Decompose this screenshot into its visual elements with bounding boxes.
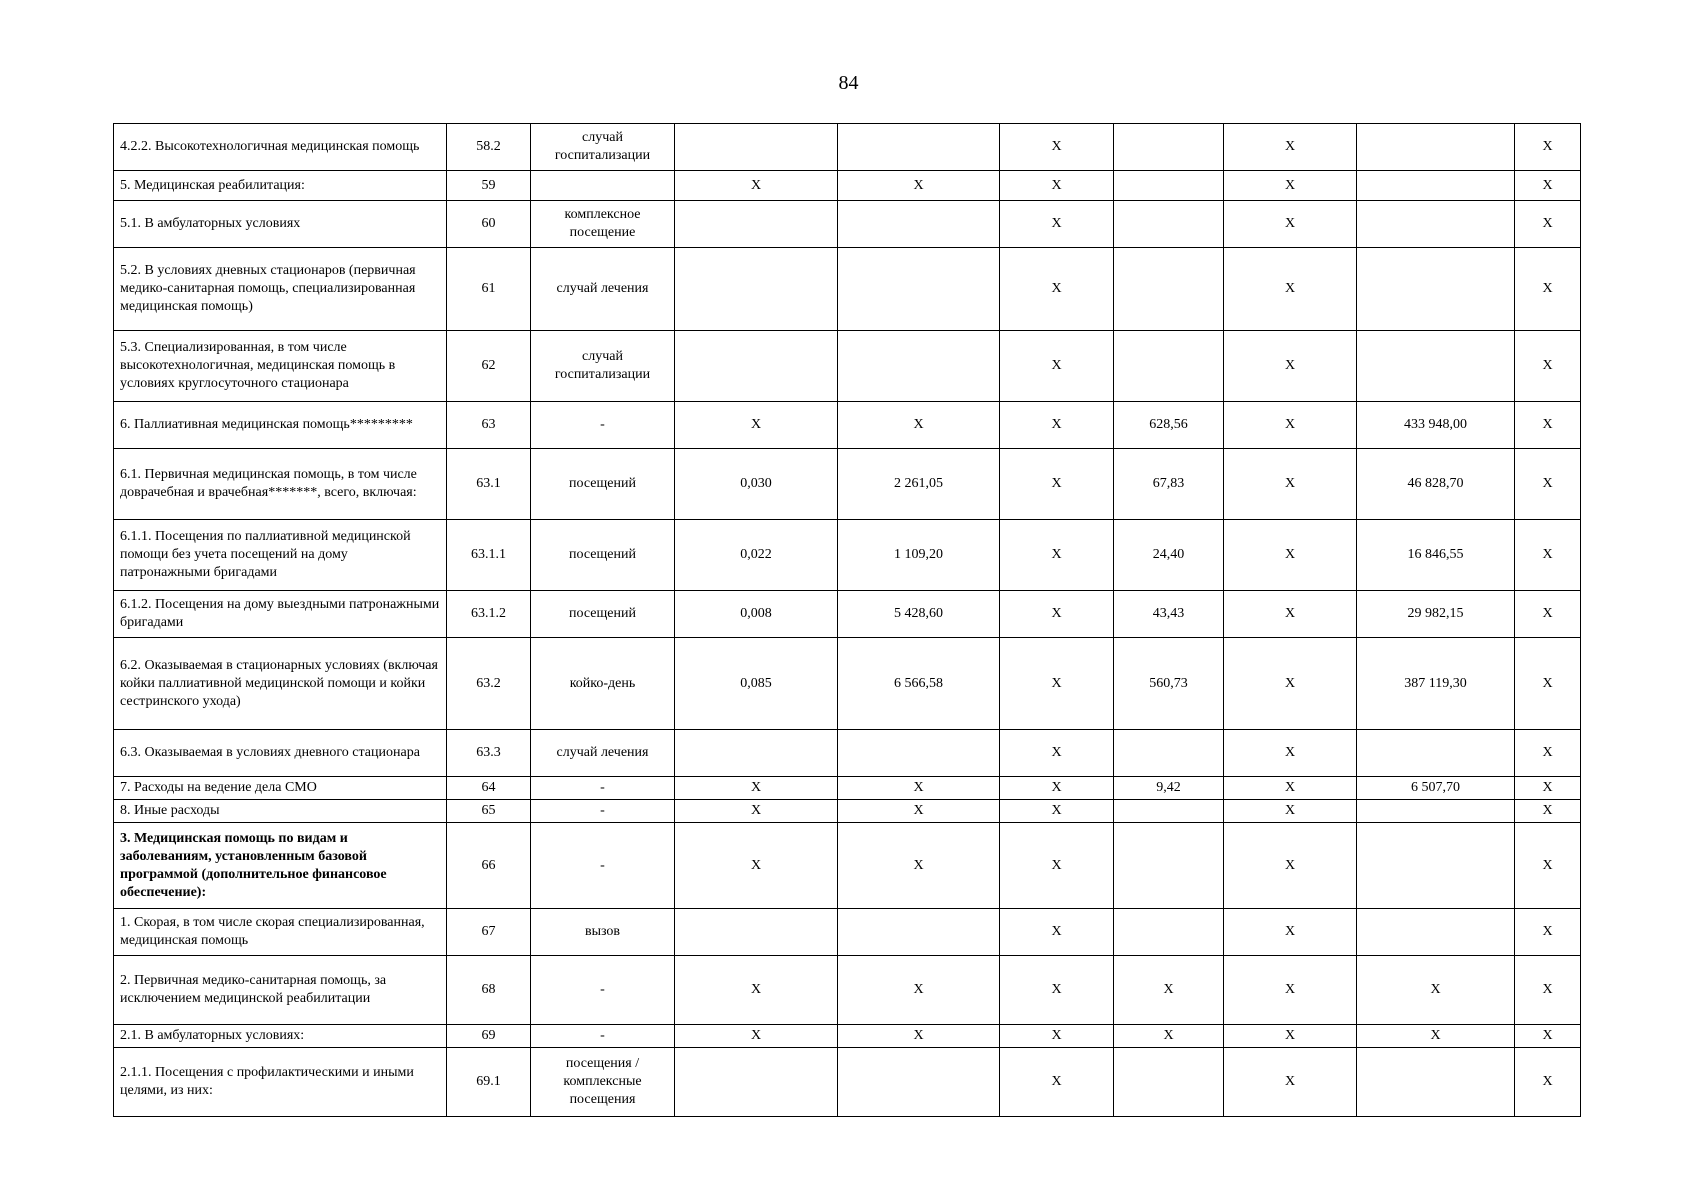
value-cell-3: X: [1000, 248, 1114, 331]
value-cell-5: X: [1224, 520, 1357, 591]
value-cell-3: X: [1000, 823, 1114, 909]
value-cell-2: [838, 1048, 1000, 1117]
row-name-cell: 3. Медицинская помощь по видам и заболеваниям, установленным базовой программой (дополнительное финансовое обеспечение):: [114, 823, 447, 909]
table-row: [114, 638, 1581, 730]
row-number-cell: 61: [447, 248, 531, 331]
value-cell-1: X: [675, 171, 838, 201]
value-cell-6: [1357, 909, 1515, 956]
value-cell-2: [838, 909, 1000, 956]
value-cell-1: [675, 201, 838, 248]
row-name-cell: 6.2. Оказываемая в стационарных условиях (включая койки паллиативной медицинской помощи и койки сестринского ухода): [114, 638, 447, 730]
value-cell-6: [1357, 800, 1515, 823]
value-cell-4: [1114, 909, 1224, 956]
unit-cell: случай лечения: [531, 730, 675, 777]
value-cell-5: X: [1224, 1048, 1357, 1117]
row-number-cell: 63.1.1: [447, 520, 531, 591]
value-cell-6: [1357, 823, 1515, 909]
table-row: [114, 1048, 1581, 1117]
value-cell-2: X: [838, 800, 1000, 823]
value-cell-3: X: [1000, 449, 1114, 520]
table-row: [114, 1025, 1581, 1048]
value-cell-4: [1114, 248, 1224, 331]
value-cell-1: 0,022: [675, 520, 838, 591]
value-cell-3: X: [1000, 800, 1114, 823]
table-row: [114, 956, 1581, 1025]
row-number-cell: 62: [447, 331, 531, 402]
unit-cell: случай госпитализации: [531, 331, 675, 402]
value-cell-3: X: [1000, 956, 1114, 1025]
value-cell-5: X: [1224, 638, 1357, 730]
value-cell-4: [1114, 171, 1224, 201]
value-cell-2: [838, 201, 1000, 248]
value-cell-6: [1357, 1048, 1515, 1117]
value-cell-5: X: [1224, 331, 1357, 402]
unit-cell: -: [531, 956, 675, 1025]
value-cell-7: X: [1515, 449, 1581, 520]
row-name-cell: 5.1. В амбулаторных условиях: [114, 201, 447, 248]
value-cell-4: [1114, 201, 1224, 248]
value-cell-4: X: [1114, 1025, 1224, 1048]
financing-table: [113, 123, 1581, 1117]
value-cell-3: X: [1000, 402, 1114, 449]
value-cell-6: 387 119,30: [1357, 638, 1515, 730]
value-cell-1: X: [675, 823, 838, 909]
value-cell-1: X: [675, 956, 838, 1025]
unit-cell: -: [531, 823, 675, 909]
unit-cell: вызов: [531, 909, 675, 956]
value-cell-4: X: [1114, 956, 1224, 1025]
value-cell-1: [675, 124, 838, 171]
value-cell-7: X: [1515, 1025, 1581, 1048]
table-row: [114, 520, 1581, 591]
row-number-cell: 63.1: [447, 449, 531, 520]
value-cell-5: X: [1224, 800, 1357, 823]
value-cell-6: X: [1357, 956, 1515, 1025]
row-number-cell: 63.2: [447, 638, 531, 730]
table-body: [114, 124, 1581, 1117]
row-name-cell: 8. Иные расходы: [114, 800, 447, 823]
value-cell-1: [675, 1048, 838, 1117]
row-number-cell: 66: [447, 823, 531, 909]
value-cell-6: [1357, 331, 1515, 402]
value-cell-2: 2 261,05: [838, 449, 1000, 520]
value-cell-4: 628,56: [1114, 402, 1224, 449]
value-cell-5: X: [1224, 248, 1357, 331]
value-cell-4: [1114, 800, 1224, 823]
row-number-cell: 59: [447, 171, 531, 201]
value-cell-4: [1114, 124, 1224, 171]
value-cell-4: 43,43: [1114, 591, 1224, 638]
value-cell-1: X: [675, 402, 838, 449]
unit-cell: -: [531, 800, 675, 823]
value-cell-7: X: [1515, 331, 1581, 402]
value-cell-4: 67,83: [1114, 449, 1224, 520]
row-name-cell: 5.3. Специализированная, в том числе высокотехнологичная, медицинская помощь в условиях круглосуточного стационара: [114, 331, 447, 402]
value-cell-7: X: [1515, 777, 1581, 800]
value-cell-6: 6 507,70: [1357, 777, 1515, 800]
value-cell-3: X: [1000, 1048, 1114, 1117]
value-cell-5: X: [1224, 124, 1357, 171]
value-cell-2: X: [838, 1025, 1000, 1048]
row-name-cell: 6.1.1. Посещения по паллиативной медицинской помощи без учета посещений на дому патронажными бригадами: [114, 520, 447, 591]
value-cell-7: X: [1515, 520, 1581, 591]
row-name-cell: 6.1. Первичная медицинская помощь, в том числе доврачебная и врачебная*******, всего, включая:: [114, 449, 447, 520]
value-cell-1: X: [675, 800, 838, 823]
row-name-cell: 5.2. В условиях дневных стационаров (первичная медико-санитарная помощь, специализированная медицинская помощь): [114, 248, 447, 331]
unit-cell: койко-день: [531, 638, 675, 730]
unit-cell: случай госпитализации: [531, 124, 675, 171]
value-cell-6: 29 982,15: [1357, 591, 1515, 638]
value-cell-7: X: [1515, 124, 1581, 171]
row-number-cell: 63.1.2: [447, 591, 531, 638]
value-cell-7: X: [1515, 730, 1581, 777]
value-cell-1: [675, 909, 838, 956]
value-cell-2: [838, 124, 1000, 171]
value-cell-5: X: [1224, 591, 1357, 638]
row-number-cell: 64: [447, 777, 531, 800]
value-cell-3: X: [1000, 909, 1114, 956]
row-number-cell: 60: [447, 201, 531, 248]
value-cell-5: X: [1224, 201, 1357, 248]
table-row: [114, 124, 1581, 171]
value-cell-5: X: [1224, 402, 1357, 449]
row-name-cell: 1. Скорая, в том числе скорая специализированная, медицинская помощь: [114, 909, 447, 956]
value-cell-3: X: [1000, 591, 1114, 638]
row-number-cell: 68: [447, 956, 531, 1025]
value-cell-2: X: [838, 402, 1000, 449]
unit-cell: посещения / комплексные посещения: [531, 1048, 675, 1117]
value-cell-2: X: [838, 956, 1000, 1025]
value-cell-7: X: [1515, 201, 1581, 248]
value-cell-3: X: [1000, 124, 1114, 171]
unit-cell: посещений: [531, 591, 675, 638]
row-number-cell: 67: [447, 909, 531, 956]
row-name-cell: 6. Паллиативная медицинская помощь*********: [114, 402, 447, 449]
value-cell-6: 16 846,55: [1357, 520, 1515, 591]
row-number-cell: 58.2: [447, 124, 531, 171]
value-cell-5: X: [1224, 1025, 1357, 1048]
value-cell-2: [838, 730, 1000, 777]
value-cell-6: [1357, 248, 1515, 331]
value-cell-1: [675, 730, 838, 777]
table-row: [114, 248, 1581, 331]
value-cell-3: X: [1000, 1025, 1114, 1048]
row-name-cell: 6.1.2. Посещения на дому выездными патронажными бригадами: [114, 591, 447, 638]
value-cell-1: [675, 248, 838, 331]
table-row: [114, 823, 1581, 909]
value-cell-1: 0,008: [675, 591, 838, 638]
table-row: [114, 730, 1581, 777]
table-row: [114, 171, 1581, 201]
row-number-cell: 65: [447, 800, 531, 823]
value-cell-7: X: [1515, 402, 1581, 449]
table-row: [114, 777, 1581, 800]
value-cell-3: X: [1000, 638, 1114, 730]
value-cell-6: 46 828,70: [1357, 449, 1515, 520]
row-number-cell: 63: [447, 402, 531, 449]
row-number-cell: 69.1: [447, 1048, 531, 1117]
value-cell-1: 0,085: [675, 638, 838, 730]
value-cell-6: X: [1357, 1025, 1515, 1048]
value-cell-2: X: [838, 171, 1000, 201]
value-cell-3: X: [1000, 520, 1114, 591]
value-cell-7: X: [1515, 171, 1581, 201]
value-cell-2: 6 566,58: [838, 638, 1000, 730]
value-cell-6: [1357, 730, 1515, 777]
unit-cell: -: [531, 1025, 675, 1048]
value-cell-6: [1357, 171, 1515, 201]
value-cell-6: [1357, 124, 1515, 171]
value-cell-4: 9,42: [1114, 777, 1224, 800]
value-cell-2: [838, 331, 1000, 402]
unit-cell: комплексное посещение: [531, 201, 675, 248]
unit-cell: [531, 171, 675, 201]
row-name-cell: 7. Расходы на ведение дела СМО: [114, 777, 447, 800]
row-name-cell: 6.3. Оказываемая в условиях дневного стационара: [114, 730, 447, 777]
table-row: [114, 909, 1581, 956]
value-cell-5: X: [1224, 909, 1357, 956]
value-cell-1: X: [675, 777, 838, 800]
row-name-cell: 5. Медицинская реабилитация:: [114, 171, 447, 201]
value-cell-7: X: [1515, 909, 1581, 956]
value-cell-2: X: [838, 823, 1000, 909]
value-cell-1: [675, 331, 838, 402]
value-cell-5: X: [1224, 171, 1357, 201]
row-number-cell: 63.3: [447, 730, 531, 777]
value-cell-5: X: [1224, 956, 1357, 1025]
unit-cell: случай лечения: [531, 248, 675, 331]
value-cell-4: [1114, 823, 1224, 909]
value-cell-3: X: [1000, 777, 1114, 800]
value-cell-4: [1114, 331, 1224, 402]
row-name-cell: 2.1. В амбулаторных условиях:: [114, 1025, 447, 1048]
value-cell-7: X: [1515, 591, 1581, 638]
table-row: [114, 800, 1581, 823]
value-cell-5: X: [1224, 730, 1357, 777]
table-row: [114, 591, 1581, 638]
value-cell-3: X: [1000, 171, 1114, 201]
value-cell-7: X: [1515, 800, 1581, 823]
page-number: 84: [838, 72, 859, 94]
table-row: [114, 402, 1581, 449]
value-cell-5: X: [1224, 777, 1357, 800]
unit-cell: посещений: [531, 449, 675, 520]
value-cell-5: X: [1224, 823, 1357, 909]
value-cell-3: X: [1000, 730, 1114, 777]
table-row: [114, 449, 1581, 520]
value-cell-6: 433 948,00: [1357, 402, 1515, 449]
value-cell-3: X: [1000, 201, 1114, 248]
table-row: [114, 331, 1581, 402]
value-cell-7: X: [1515, 638, 1581, 730]
row-name-cell: 2. Первичная медико-санитарная помощь, за исключением медицинской реабилитации: [114, 956, 447, 1025]
unit-cell: посещений: [531, 520, 675, 591]
value-cell-2: [838, 248, 1000, 331]
value-cell-7: X: [1515, 248, 1581, 331]
value-cell-3: X: [1000, 331, 1114, 402]
value-cell-7: X: [1515, 823, 1581, 909]
value-cell-2: 1 109,20: [838, 520, 1000, 591]
value-cell-1: X: [675, 1025, 838, 1048]
value-cell-2: 5 428,60: [838, 591, 1000, 638]
value-cell-4: [1114, 1048, 1224, 1117]
value-cell-4: [1114, 730, 1224, 777]
value-cell-6: [1357, 201, 1515, 248]
value-cell-4: 560,73: [1114, 638, 1224, 730]
value-cell-5: X: [1224, 449, 1357, 520]
value-cell-4: 24,40: [1114, 520, 1224, 591]
row-name-cell: 2.1.1. Посещения с профилактическими и иными целями, из них:: [114, 1048, 447, 1117]
value-cell-2: X: [838, 777, 1000, 800]
row-number-cell: 69: [447, 1025, 531, 1048]
row-name-cell: 4.2.2. Высокотехнологичная медицинская помощь: [114, 124, 447, 171]
value-cell-7: X: [1515, 956, 1581, 1025]
value-cell-1: 0,030: [675, 449, 838, 520]
value-cell-7: X: [1515, 1048, 1581, 1117]
table-row: [114, 201, 1581, 248]
unit-cell: -: [531, 402, 675, 449]
unit-cell: -: [531, 777, 675, 800]
